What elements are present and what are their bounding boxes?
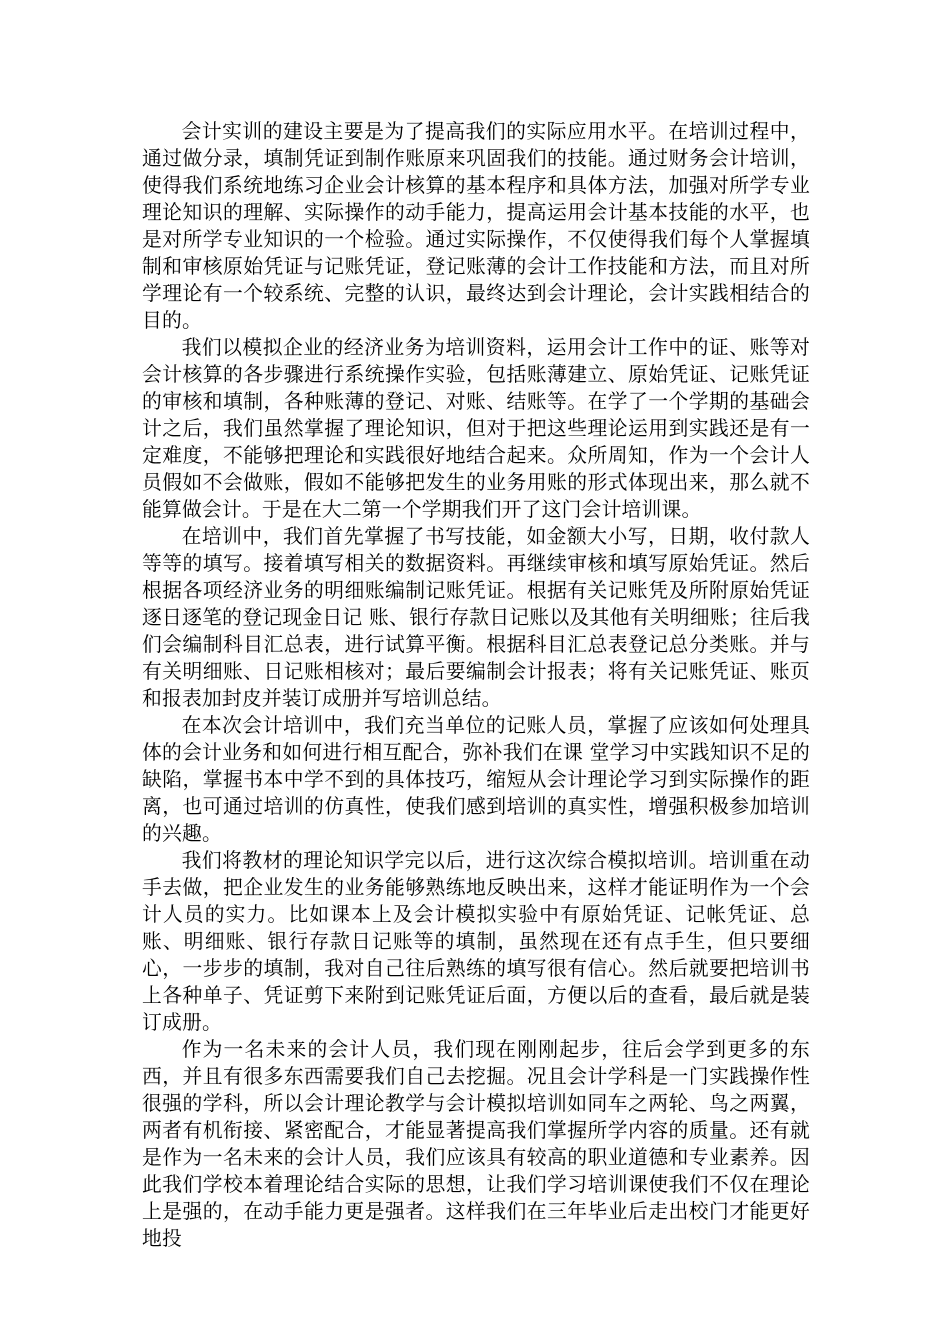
paragraph-5: 我们将教材的理论知识学完以后，进行这次综合模拟培训。培训重在动手去做，把企业发生的业务能够熟练地反映出来，这样才能证明作为一个会计人员的实力。比如课本上及会计模拟实验中有原始凭证、记帐凭证、总账、明细账、银行存款日记账等的填制，虽然现在还有点手生，但只要细心，一步步的填制，我对自己往后熟练的填写很有信心。然后就要把培训书上各种单子、凭证剪下来附到记账凭证后面，方便以后的查看，最后就是装订成册。 [142, 849, 810, 1034]
paragraph-1: 会计实训的建设主要是为了提高我们的实际应用水平。在培训过程中，通过做分录，填制凭证到制作账原来巩固我们的技能。通过财务会计培训，使得我们系统地练习企业会计核算的基本程序和具体方法，加强对所学专业理论知识的理解、实际操作的动手能力，提高运用会计基本技能的水平，也是对所学专业知识的一个检验。通过实际操作，不仅使得我们每个人掌握填制和审核原始凭证与记账凭证，登记账薄的会计工作技能和方法，而且对所学理论有一个较系统、完整的认识，最终达到会计理论，会计实践相结合的目的。 [142, 120, 810, 332]
paragraph-4: 在本次会计培训中，我们充当单位的记账人员，掌握了应该如何处理具体的会计业务和如何进行相互配合，弥补我们在课 堂学习中实践知识不足的缺陷，掌握书本中学不到的具体技巧，缩短从会计理论学习到实际操作的距离，也可通过培训的仿真性，使我们感到培训的真实性，增强积极参加培训的兴趣。 [142, 714, 810, 845]
document-body [142, 118, 810, 1252]
paragraph-6: 作为一名未来的会计人员，我们现在刚刚起步，往后会学到更多的东西，并且有很多东西需要我们自己去挖掘。况且会计学科是一门实践操作性很强的学科，所以会计理论教学与会计模拟培训如同车之两轮、鸟之两翼，两者有机衔接、紧密配合，才能显著提高我们掌握所学内容的质量。还有就是作为一名未来的会计人员，我们应该具有较高的职业道德和专业素养。因此我们学校本着理论结合实际的思想，让我们学习培训课使我们不仅在理论上是强的，在动手能力更是强者。这样我们在三年毕业后走出校门才能更好地投 [142, 1038, 810, 1250]
paragraph-3: 在培训中，我们首先掌握了书写技能，如金额大小写，日期，收付款人等等的填写。接着填写相关的数据资料。再继续审核和填写原始凭证。然后根据各项经济业务的明细账编制记账凭证。根据有关记账凭及所附原始凭证逐日逐笔的登记现金日记 账、银行存款日记账以及其他有关明细账；往后我们会编制科目汇总表，进行试算平衡。根据科目汇总表登记总分类账。并与有关明细账、日记账相核对；最后要编制会计报表；将有关记账凭证、账页和报表加封皮并装订成册并写培训总结。 [142, 525, 810, 710]
paragraph-2: 我们以模拟企业的经济业务为培训资料，运用会计工作中的证、账等对会计核算的各步骤进行系统操作实验，包括账薄建立、原始凭证、记账凭证的审核和填制，各种账薄的登记、对账、结账等。在学了一个学期的基础会计之后，我们虽然掌握了理论知识，但对于把这些理论运用到实践还是有一定难度，不能够把理论和实践很好地结合起来。众所周知，作为一个会计人员假如不会做账，假如不能够把发生的业务用账的形式体现出来，那么就不能算做会计。于是在大二第一个学期我们开了这门会计培训课。 [142, 336, 810, 521]
